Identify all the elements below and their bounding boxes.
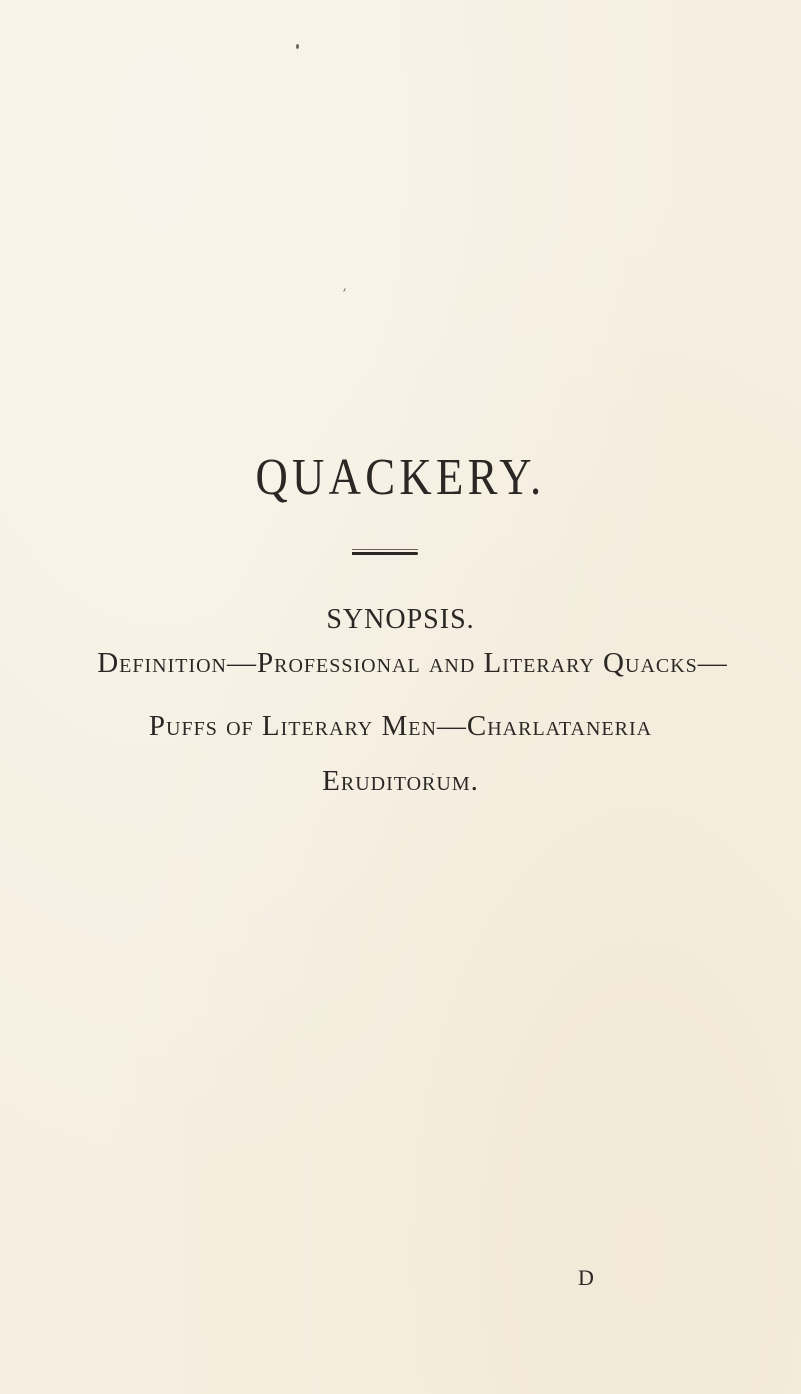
signature-mark: D [578, 1265, 594, 1290]
synopsis-line: Puffs of Literary Men—Charlataneria [148, 710, 653, 742]
synopsis-line: Eruditorum. [322, 765, 479, 797]
ink-speck [343, 288, 346, 292]
ink-speck [296, 44, 299, 49]
title-rule-thin [352, 549, 418, 550]
page-title: QUACKERY. [255, 449, 546, 506]
synopsis-heading: SYNOPSIS. [326, 604, 475, 635]
title-rule [352, 552, 418, 555]
synopsis-line: Definition—Professional and Literary Quacks— [97, 647, 728, 679]
